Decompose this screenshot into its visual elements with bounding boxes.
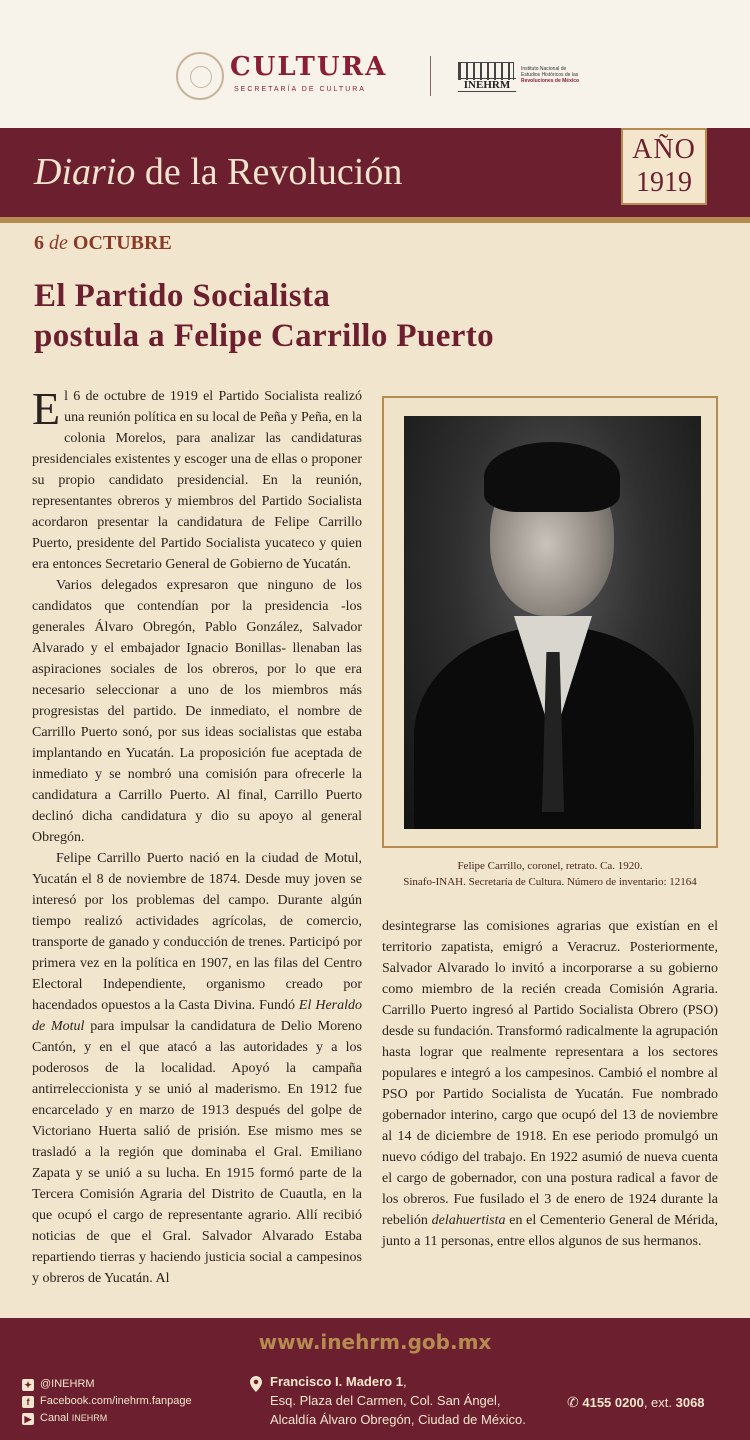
series-title [34, 150, 402, 194]
paragraph-3-text-a: Felipe Carrillo Puerto nació en la ciudad de Motul, Yucatán el 8 de noviembre de 1874. Desde muy joven se interesó por los problemas del campo. Durante algún tiempo realizó actividades agrícolas, de comercio, transporte de ganado y conducción de trenes. Participó por primera vez en la política en 1907, en las filas del Centro Electoral Independiente, organismo creado por hacendados opuestos a la Casta Divina. Fundó [32, 851, 362, 1013]
inehrm-desc-line1: Instituto Nacional de [521, 66, 567, 72]
inehrm-logo: INEHRM [458, 78, 516, 92]
website-link[interactable]: www.inehrm.gob.mx [258, 1330, 492, 1354]
paragraph-3 [32, 848, 362, 1289]
address-street: Francisco I. Madero 1 [270, 1374, 403, 1389]
date-de: de [49, 232, 68, 254]
phone-number: 4155 0200 [582, 1395, 644, 1410]
address-line1 [270, 1372, 526, 1391]
youtube-row[interactable] [22, 1410, 192, 1427]
year-box [621, 128, 707, 205]
address-line2: Esq. Plaza del Carmen, Col. San Ángel, [270, 1393, 501, 1408]
cultura-subtitle: SECRETARÍA DE CULTURA [234, 86, 366, 93]
caption-line1: Felipe Carrillo, coronel, retrato. Ca. 1920. [457, 860, 643, 872]
logo-divider [430, 56, 431, 96]
date-day: 6 [34, 232, 44, 254]
paragraph-4 [382, 916, 718, 1252]
portrait-hair [484, 442, 620, 512]
phone-ext: 3068 [675, 1395, 705, 1410]
address-line3: Alcaldía Álvaro Obregón, Ciudad de México. [270, 1412, 526, 1427]
youtube-label: Canal [40, 1412, 72, 1424]
social-links [22, 1376, 192, 1427]
youtube-name: INEHRM [71, 1413, 108, 1423]
caption-line2: Sinafo-INAH. Secretaría de Cultura. Número de inventario: 12164 [403, 876, 697, 888]
year-value: 1919 [636, 167, 692, 198]
facebook-link[interactable]: Facebook.com/inehrm.fanpage [40, 1395, 192, 1407]
inehrm-desc-line2: Estudios Históricos de las [521, 72, 579, 78]
newspaper-title: El Heraldo de Motul [32, 998, 362, 1034]
paragraph-3-text-b: para impulsar la candidatura de Delio Moreno Cantón, y en el que atacó a las autoridades y a los poderosos de la localidad. Apoyó la campaña antirreleccionista y se unió al maderismo. En 1912 fue encarcelado y en marzo de 1913 después del golpe de Victoriano Huerta salió de prisión. Ese mismo mes se trasladó a la región que dominaba el Gral. Emiliano Zapata y se unió a su lucha. En 1915 formó parte de la Tercera Comisión Agraria del Distrito de Cuautla, en la que ocupó el cargo de representante agrario. Allí recibió noticias de que el Gral. Salvador Alvarado Estaba repartiendo tierras y haciendo justicia social a campesinos y obreros de Yucatán. Al [32, 1019, 363, 1286]
photo-caption [382, 858, 718, 890]
title-band-rule [0, 217, 750, 223]
phone[interactable] [567, 1394, 705, 1411]
drop-cap: E [32, 383, 61, 434]
headline-line2: postula a Felipe Carrillo Puerto [34, 318, 495, 354]
year-label: AÑO [632, 134, 696, 165]
article-column-left [32, 383, 363, 1289]
article-headline [34, 276, 714, 356]
article-date [34, 232, 172, 255]
twitter-icon: ✦ [22, 1379, 34, 1391]
logo-header [0, 0, 750, 128]
cultura-logo: CULTURA [230, 52, 388, 82]
inehrm-desc-line3: Revoluciones de México [521, 78, 580, 84]
facebook-row[interactable] [22, 1393, 192, 1410]
paragraph-4-text-b: en el Cementerio General de Mérida, junto a 11 personas, entre ellos algunos de sus hermanos. [382, 1213, 718, 1249]
paragraph-2: Varios delegados expresaron que ninguno de los candidatos que contendían por la presidencia -los generales Álvaro Obregón, Pablo González, Salvador Alvarado y el embajador Ignacio Bonillas- llenaban las aspiraciones sociales de los obreros, por lo que era necesario seleccionar a uno de los miembros más progresistas del partido. De inmediato, el nombre de Carrillo Puerto sonó, por sus ideas socialistas que estaba implantando en Yucatán. La proposición fue aceptada de inmediato y se nombró una comisión para ofrecerle la candidatura a Carrillo Puerto. Al final, Carrillo Puerto declinó dicha candidatura y dio su apoyo al general Obregón. [32, 578, 362, 845]
series-title-italic: Diario [34, 151, 136, 193]
youtube-link[interactable] [40, 1410, 107, 1427]
series-title-rest: de la Revolución [135, 151, 403, 193]
paragraph-1-text: l 6 de octubre de 1919 el Partido Socialista realizó una reunión política en su local de Peña y Peña, en la colonia Morelos, para analizar las candidaturas presidenciales existentes y escoger una de ellas o proponer su propio candidato presidencial. En la reunión, representantes obreros y miembros del Partido Socialista acordaron presentar la candidatura de Felipe Carrillo Puerto, presidente del Partido Socialista yucateco y quien era entonces Secretario General de Gobierno de Yucatán. [32, 389, 362, 572]
mexico-seal-icon [176, 52, 224, 100]
paragraph-4-text-a: desintegrarse las comisiones agrarias que existían en el territorio zapatista, emigró a Veracruz. Posteriormente, Salvador Alvarado lo invitó a incorporarse a su gobierno como miembro de la recién creada Comisión Agraria. Carrillo Puerto ingresó al Partido Socialista Obrero (PSO) desde su fundación. Transformó radicalmente la agrupación hasta lograr que realmente representara a los sectores populares e integró a los campesinos. Cambió el nombre al PSO por Partido Socialista de Yucatán. Fue nombrado gobernador interino, cargo que ocupó del 13 de noviembre al 14 de diciembre de 1918. En ese periodo promulgó un nuevo código del trabajo. En 1922 asumió de nueva cuenta el cargo de gobernador, con una postura radical a favor de los obreros. Fue fusilado el 3 de enero de 1924 durante la rebelión [382, 919, 718, 1228]
twitter-row[interactable] [22, 1376, 192, 1393]
inehrm-description [521, 66, 601, 84]
facebook-icon: f [22, 1396, 34, 1408]
youtube-icon: ▶ [22, 1413, 34, 1425]
twitter-handle[interactable]: @INEHRM [40, 1378, 95, 1390]
address [270, 1372, 526, 1429]
phone-icon: ✆ [567, 1394, 579, 1410]
portrait-photo [404, 416, 701, 829]
footer [0, 1318, 750, 1440]
date-month: OCTUBRE [72, 232, 172, 254]
paragraph-1 [32, 383, 362, 575]
headline-line1: El Partido Socialista [34, 278, 331, 314]
phone-ext-label: , ext. [643, 1395, 676, 1410]
location-pin-icon [250, 1376, 262, 1392]
rebellion-name: delahuertista [431, 1213, 506, 1228]
address-comma: , [402, 1374, 407, 1389]
article-column-right [382, 916, 718, 1252]
